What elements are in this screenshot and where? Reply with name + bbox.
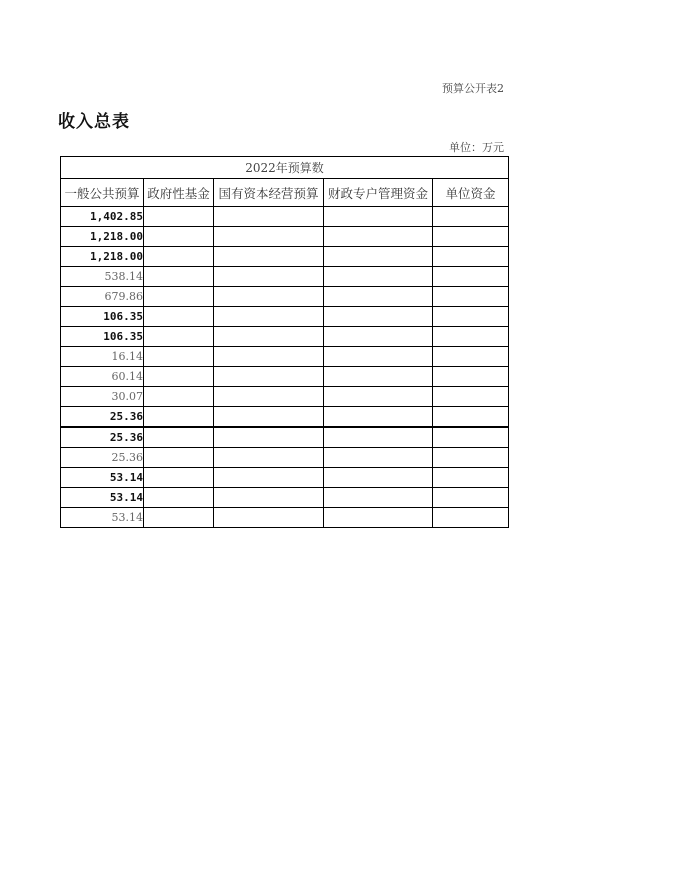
state-capital-cell xyxy=(214,347,324,367)
state-capital-cell xyxy=(214,427,324,448)
state-capital-cell xyxy=(214,207,324,227)
income-summary-table xyxy=(60,156,509,528)
special-account-cell xyxy=(324,387,433,407)
government-fund-cell xyxy=(144,247,214,267)
unit-funds-cell xyxy=(433,207,509,227)
state-capital-cell xyxy=(214,468,324,488)
general-budget-cell: 25.36 xyxy=(61,407,144,428)
unit-funds-cell xyxy=(433,307,509,327)
government-fund-cell xyxy=(144,468,214,488)
general-budget-cell: 1,402.85 xyxy=(61,207,144,227)
special-account-cell xyxy=(324,448,433,468)
government-fund-cell xyxy=(144,387,214,407)
table-row xyxy=(61,448,509,468)
table-row xyxy=(61,347,509,367)
special-account-cell xyxy=(324,367,433,387)
general-budget-cell: 25.36 xyxy=(61,427,144,448)
special-account-cell xyxy=(324,427,433,448)
state-capital-cell xyxy=(214,407,324,428)
state-capital-cell xyxy=(214,488,324,508)
general-budget-cell: 53.14 xyxy=(61,488,144,508)
state-capital-cell xyxy=(214,287,324,307)
table-row xyxy=(61,508,509,528)
table-row xyxy=(61,407,509,428)
special-account-cell xyxy=(324,508,433,528)
state-capital-cell xyxy=(214,448,324,468)
government-fund-cell xyxy=(144,227,214,247)
table-row xyxy=(61,307,509,327)
special-account-cell xyxy=(324,227,433,247)
table-row xyxy=(61,267,509,287)
unit-funds-cell xyxy=(433,488,509,508)
table-row xyxy=(61,387,509,407)
general-budget-cell: 30.07 xyxy=(61,387,144,407)
table-row xyxy=(61,207,509,227)
general-budget-cell: 16.14 xyxy=(61,347,144,367)
unit-funds-cell xyxy=(433,407,509,428)
state-capital-cell xyxy=(214,267,324,287)
special-account-cell xyxy=(324,247,433,267)
government-fund-cell xyxy=(144,347,214,367)
unit-funds-cell xyxy=(433,267,509,287)
state-capital-cell xyxy=(214,307,324,327)
special-account-cell xyxy=(324,287,433,307)
government-fund-cell xyxy=(144,508,214,528)
unit-funds-cell xyxy=(433,327,509,347)
general-budget-cell: 106.35 xyxy=(61,307,144,327)
column-header-special-account: 财政专户管理资金 xyxy=(324,179,433,207)
government-fund-cell xyxy=(144,327,214,347)
table-row xyxy=(61,247,509,267)
special-account-cell xyxy=(324,407,433,428)
state-capital-cell xyxy=(214,227,324,247)
table-row xyxy=(61,227,509,247)
general-budget-cell: 25.36 xyxy=(61,448,144,468)
budget-year-header: 2022年预算数 xyxy=(61,157,509,179)
column-header-unit-funds: 单位资金 xyxy=(433,179,509,207)
government-fund-cell xyxy=(144,287,214,307)
table-body xyxy=(61,207,509,528)
special-account-cell xyxy=(324,488,433,508)
state-capital-cell xyxy=(214,327,324,347)
table-row xyxy=(61,327,509,347)
general-budget-cell: 60.14 xyxy=(61,367,144,387)
government-fund-cell xyxy=(144,407,214,428)
government-fund-cell xyxy=(144,448,214,468)
unit-funds-cell xyxy=(433,387,509,407)
unit-funds-cell xyxy=(433,247,509,267)
unit-funds-cell xyxy=(433,448,509,468)
unit-funds-cell xyxy=(433,227,509,247)
special-account-cell xyxy=(324,207,433,227)
table-row xyxy=(61,367,509,387)
general-budget-cell: 106.35 xyxy=(61,327,144,347)
column-header-government-fund: 政府性基金 xyxy=(144,179,214,207)
unit-funds-cell xyxy=(433,468,509,488)
government-fund-cell xyxy=(144,307,214,327)
table-row xyxy=(61,468,509,488)
unit-funds-cell xyxy=(433,347,509,367)
unit-funds-cell xyxy=(433,287,509,307)
special-account-cell xyxy=(324,327,433,347)
general-budget-cell: 53.14 xyxy=(61,508,144,528)
unit-funds-cell xyxy=(433,427,509,448)
government-fund-cell xyxy=(144,488,214,508)
state-capital-cell xyxy=(214,247,324,267)
general-budget-cell: 1,218.00 xyxy=(61,247,144,267)
government-fund-cell xyxy=(144,207,214,227)
government-fund-cell xyxy=(144,427,214,448)
state-capital-cell xyxy=(214,367,324,387)
state-capital-cell xyxy=(214,387,324,407)
special-account-cell xyxy=(324,347,433,367)
general-budget-cell: 1,218.00 xyxy=(61,227,144,247)
general-budget-cell: 679.86 xyxy=(61,287,144,307)
column-header-state-capital: 国有资本经营预算 xyxy=(214,179,324,207)
state-capital-cell xyxy=(214,508,324,528)
special-account-cell xyxy=(324,468,433,488)
unit-funds-cell xyxy=(433,508,509,528)
government-fund-cell xyxy=(144,367,214,387)
unit-label: 单位：万元 xyxy=(449,141,504,154)
table-code: 预算公开表2 xyxy=(442,82,504,95)
unit-funds-cell xyxy=(433,367,509,387)
table-row xyxy=(61,427,509,448)
special-account-cell xyxy=(324,267,433,287)
table-row xyxy=(61,287,509,307)
column-header-general-budget: 一般公共预算 xyxy=(61,179,144,207)
government-fund-cell xyxy=(144,267,214,287)
table-row xyxy=(61,488,509,508)
page-title: 收入总表 xyxy=(58,112,130,132)
special-account-cell xyxy=(324,307,433,327)
general-budget-cell: 538.14 xyxy=(61,267,144,287)
general-budget-cell: 53.14 xyxy=(61,468,144,488)
